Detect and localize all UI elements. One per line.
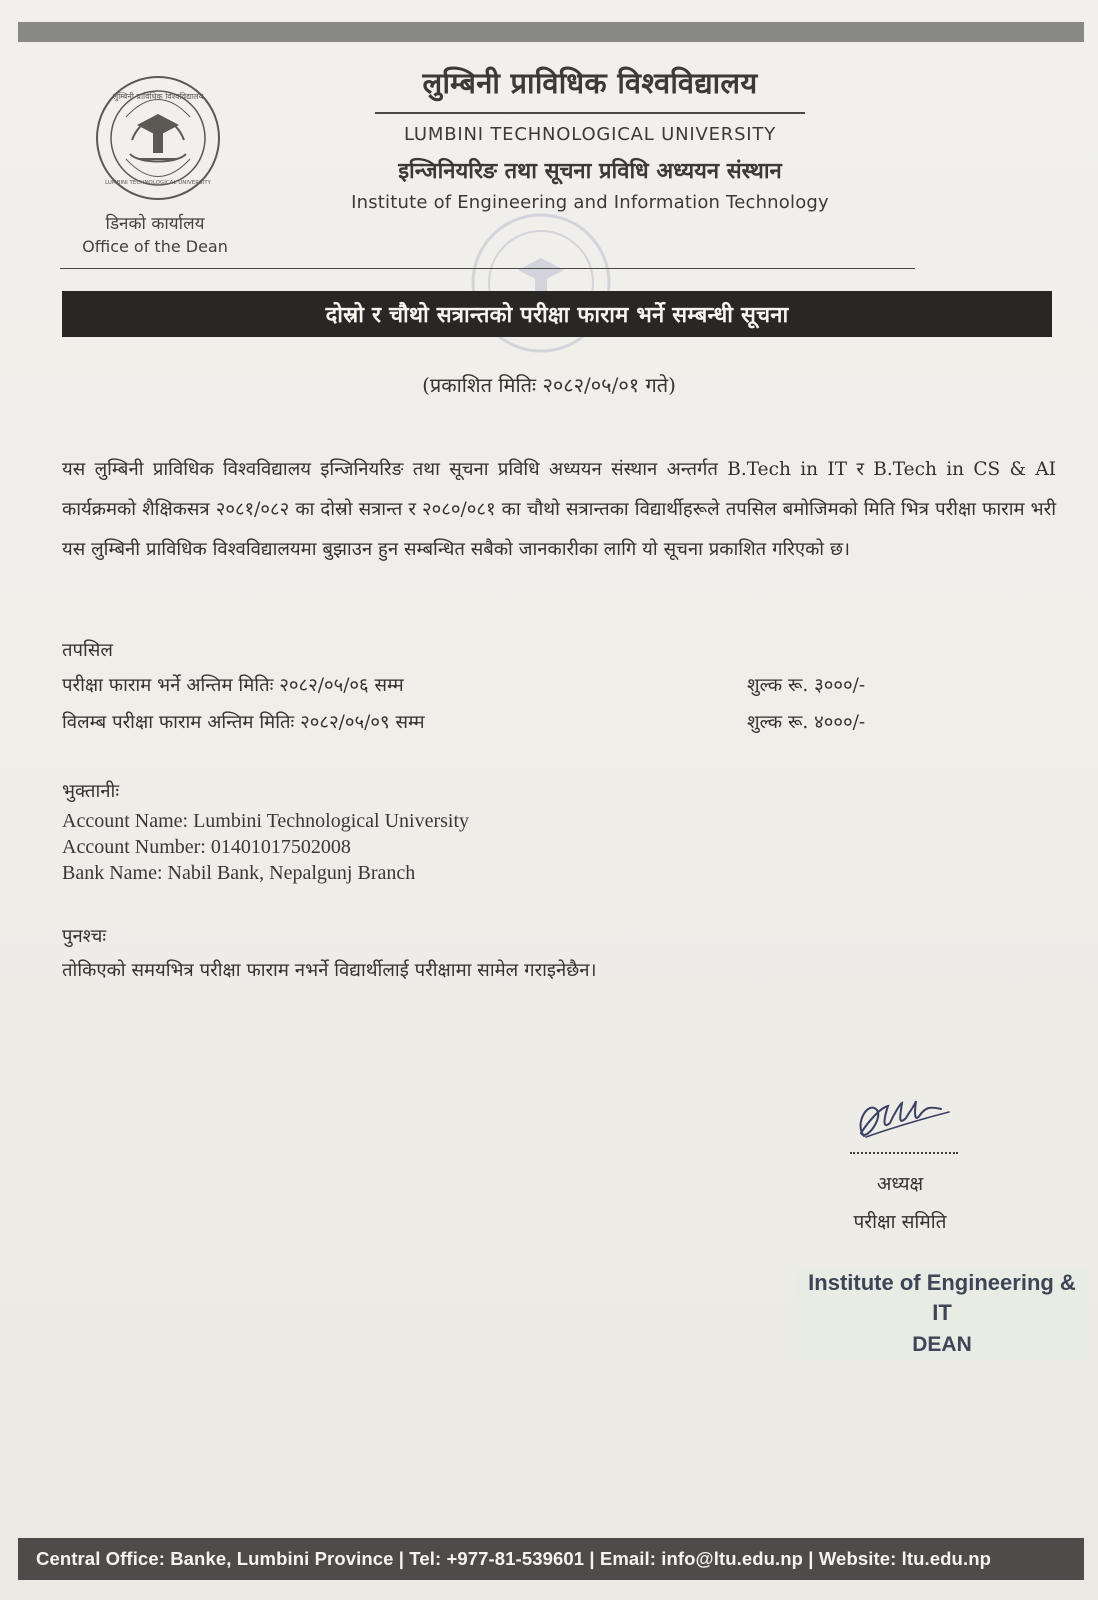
header-divider [60,268,915,269]
header-underline [375,112,805,114]
top-border-bar [18,22,1084,42]
office-label-en: Office of the Dean [82,237,228,257]
note-text: तोकिएको समयभित्र परीक्षा फाराम नभर्ने विद्यार्थीलाई परीक्षामा सामेल गराइनेछैन। [62,960,597,981]
account-number: Account Number: 01401017502008 [62,836,351,858]
dean-stamp-line1: Institute of Engineering & IT [808,1270,1076,1325]
schedule-row-label: विलम्ब परीक्षा फाराम अन्तिम मितिः २०८२/०५/०९ सम्म [62,712,425,733]
signatory-title: अध्यक्ष [876,1173,924,1195]
university-logo [92,72,224,204]
signature-icon [846,1088,956,1158]
signatory-committee: परीक्षा समिति [853,1211,947,1233]
note-title: पुनश्चः [62,926,107,947]
notice-title: दोस्रो र चौथो सत्रान्तको परीक्षा फाराम भर्ने सम्बन्धी सूचना [325,303,789,328]
university-header [285,63,895,213]
bank-account-details [62,808,469,886]
university-seal-icon [92,72,224,204]
notice-body-text: यस लुम्बिनी प्राविधिक विश्वविद्यालय इन्जिनियरिङ तथा सूचना प्रविधि अध्ययन संस्थान अन्तर्गत B.Tech in IT र B.Tech in CS & AI कार्यक्रमको शैक्षिकसत्र २०८१/०८२ का दोस्रो सत्रान्त र २०८०/०८१ का चौथो सत्रान्तका विद्यार्थीहरूले तपसिल बमोजिमको मिति भित्र परीक्षा फाराम भरी यस लुम्बिनी प्राविधिक विश्वविद्यालयमा बुझाउन हुन सम्बन्धित सबैको जानकारीका लागि यो सूचना प्रकाशित गरिएको छ। [62,459,1056,560]
university-name-np: लुम्बिनी प्राविधिक विश्वविद्यालय [422,66,758,100]
dean-stamp [796,1268,1088,1360]
bank-name: Bank Name: Nabil Bank, Nepalgunj Branch [62,862,416,884]
institute-name-np: इन्जिनियरिङ तथा सूचना प्रविधि अध्ययन संस्थान [398,159,782,184]
notice-title-banner [62,291,1052,337]
svg-text:LUMBINI TECHNOLOGICAL UNIVERSI: LUMBINI TECHNOLOGICAL UNIVERSITY [105,180,211,186]
account-name: Account Name: Lumbini Technological University [62,810,470,832]
signature-dotted-line [850,1151,958,1154]
institute-name-en: Institute of Engineering and Information Technology [351,192,829,213]
office-label-np: डिनको कार्यालय [105,214,205,234]
footer-contact-bar [18,1538,1084,1580]
svg-text:लुम्बिनी प्राविधिक विश्वविद्या: लुम्बिनी प्राविधिक विश्वविद्यालय [112,92,204,101]
payment-title: भुक्तानीः [62,781,120,802]
schedule-row-fee: शुल्क रू. ४०००/- [747,712,866,733]
schedule-row-label: परीक्षा फाराम भर्ने अन्तिम मितिः २०८२/०५/०६ सम्म [62,675,404,696]
schedule-row-fee: शुल्क रू. ३०००/- [747,675,866,696]
university-name-en: LUMBINI TECHNOLOGICAL UNIVERSITY [403,124,776,145]
handwritten-signature [846,1088,956,1158]
schedule-title: तपसिल [62,640,113,661]
dean-stamp-line2: DEAN [912,1333,972,1357]
dean-office-label [60,214,250,257]
published-date: (प्रकाशित मितिः २०८२/०५/०१ गते) [422,373,676,397]
footer-contact-text: Central Office: Banke, Lumbini Province | Tel: +977-81-539601 | Email: info@ltu.edu.np | Website: ltu.edu.np [36,1548,991,1569]
